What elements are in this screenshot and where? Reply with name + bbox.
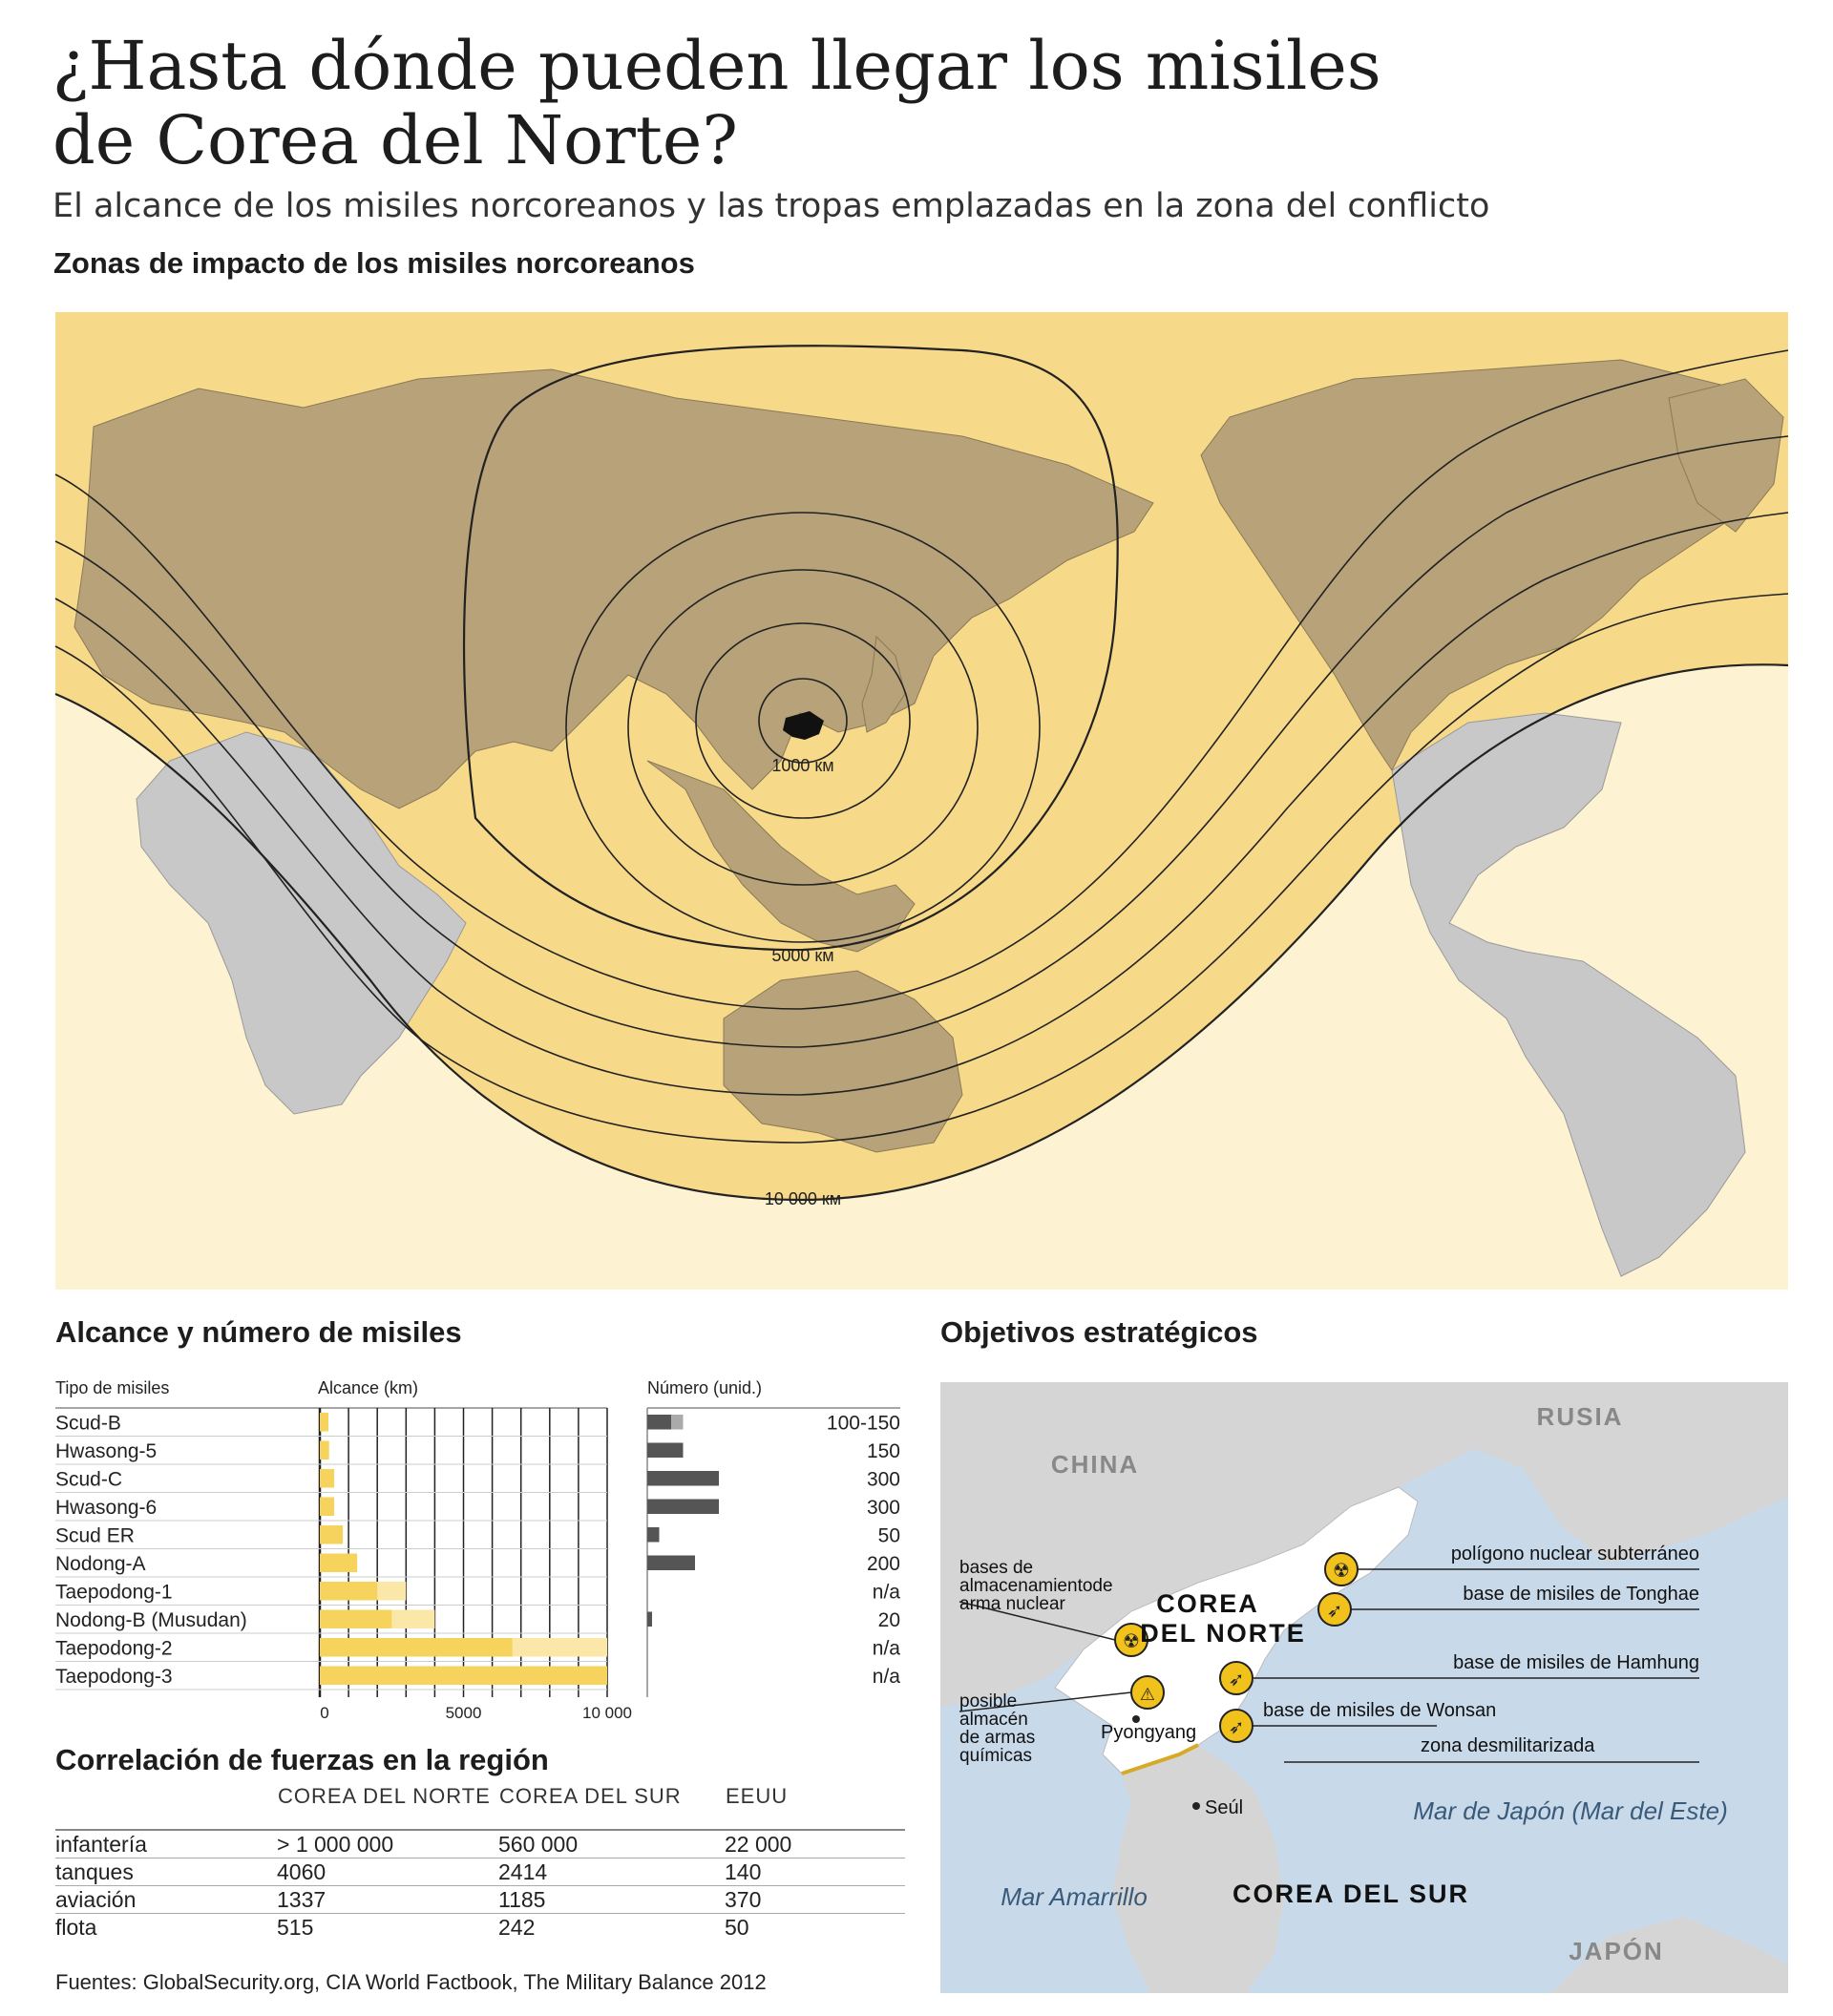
range-bar-min: [320, 1498, 334, 1517]
label-tonghae: base de misiles de Tonghae: [1463, 1584, 1699, 1605]
range-bar-min: [320, 1638, 513, 1657]
forces-header-blank: [55, 1783, 277, 1830]
forces-cell: infantería: [55, 1830, 277, 1858]
label-sea-japan: Mar de Japón (Mar del Este): [1413, 1796, 1728, 1825]
number-label: 20: [877, 1609, 900, 1631]
label-storage-2: almacenamientode: [959, 1576, 1113, 1596]
missile-name-label: Scud-B: [55, 1412, 121, 1435]
range-tick-label: 0: [320, 1704, 329, 1722]
label-dmz: zona desmilitarizada: [1421, 1735, 1595, 1756]
world-range-map: [55, 312, 1788, 1290]
number-label: 50: [877, 1524, 900, 1547]
number-bar-min: [647, 1500, 719, 1515]
label-japan: JAPÓN: [1569, 1937, 1664, 1965]
number-label: 100-150: [826, 1412, 900, 1435]
forces-header-south: COREA DEL SUR: [499, 1784, 682, 1808]
col-header-number: Número (unid.): [647, 1378, 763, 1397]
sources-note: Fuentes: GlobalSecurity.org, CIA World Factbook, The Military Balance 2012: [55, 1970, 767, 1994]
ring-label-10000: 10 000 км: [764, 1189, 842, 1208]
wonsan-missile-icon: [1220, 1710, 1253, 1742]
forces-cell: > 1 000 000: [277, 1830, 498, 1858]
number-label: n/a: [872, 1637, 900, 1660]
svg-text:⚠: ⚠: [1139, 1685, 1156, 1704]
range-bar-min: [320, 1413, 328, 1432]
label-chem-1: posible: [959, 1691, 1018, 1712]
forces-cell: 22 000: [725, 1830, 905, 1858]
number-label: 300: [866, 1497, 900, 1519]
label-wonsan: base de misiles de Wonsan: [1263, 1700, 1497, 1721]
range-tick-label: 5000: [445, 1704, 482, 1722]
label-rusia: RUSIA: [1536, 1402, 1624, 1431]
tonghae-missile-icon: [1318, 1593, 1351, 1626]
svg-text:➶: ➶: [1228, 1670, 1245, 1690]
chemical-weapons-icon: [1131, 1676, 1164, 1709]
label-chem-4: químicas: [959, 1746, 1033, 1766]
number-label: 200: [866, 1553, 900, 1575]
range-bar-min: [320, 1667, 607, 1686]
table-row: [55, 1914, 905, 1942]
number-bar-min: [647, 1556, 695, 1571]
col-header-type: Tipo de misiles: [55, 1378, 170, 1397]
ring-label-5000: 5000 км: [771, 946, 834, 965]
number-bar-min: [647, 1443, 684, 1459]
missile-name-label: Hwasong-6: [55, 1497, 158, 1519]
missile-name-label: Taepodong-3: [55, 1666, 173, 1688]
forces-cell: 2414: [498, 1858, 725, 1886]
hamhung-missile-icon: [1220, 1662, 1253, 1694]
missile-name-label: Nodong-A: [55, 1553, 146, 1575]
missile-name-label: Scud-C: [55, 1468, 123, 1491]
table-row: [55, 1886, 905, 1914]
forces-cell: 242: [498, 1914, 725, 1942]
range-bar-min: [320, 1441, 329, 1460]
missile-rows: [55, 1413, 900, 1690]
table-row: [55, 1858, 905, 1886]
range-tick-label: 10 000: [582, 1704, 632, 1722]
svg-text:➶: ➶: [1228, 1717, 1245, 1738]
number-bar-min: [647, 1527, 660, 1543]
forces-cell: 515: [277, 1914, 498, 1942]
missile-name-label: Scud ER: [55, 1524, 135, 1547]
number-bar-min: [647, 1471, 719, 1486]
label-pyongyang: Pyongyang: [1101, 1722, 1197, 1743]
forces-table-wrap: [55, 1783, 905, 1941]
missile-name-label: Taepodong-1: [55, 1581, 173, 1604]
forces-cell: tanques: [55, 1858, 277, 1886]
label-chem-3: de armas: [959, 1728, 1036, 1748]
forces-cell: 1337: [277, 1886, 498, 1914]
forces-cell: aviación: [55, 1886, 277, 1914]
forces-cell: flota: [55, 1914, 277, 1942]
forces-cell: 4060: [277, 1858, 498, 1886]
nuclear-test-icon: [1325, 1553, 1358, 1586]
number-label: n/a: [872, 1581, 900, 1604]
forces-table: [55, 1783, 905, 1941]
missile-name-label: Hwasong-5: [55, 1440, 158, 1462]
objectives-map: [940, 1382, 1788, 1993]
forces-cell: 370: [725, 1886, 905, 1914]
ring-label-1000: 1000 км: [771, 756, 834, 775]
label-storage-3: arma nuclear: [959, 1594, 1065, 1614]
forces-cell: 50: [725, 1914, 905, 1942]
page-title: ¿Hasta dónde pueden llegar los misiles de Corea del Norte?: [53, 27, 1381, 179]
forces-header-north: COREA DEL NORTE: [278, 1784, 491, 1808]
label-north-korea-2: DEL NORTE: [1140, 1619, 1306, 1648]
label-chem-2: almacén: [959, 1710, 1028, 1730]
label-yellow-sea: Mar Amarrillo: [1001, 1882, 1148, 1911]
forces-cell: 140: [725, 1858, 905, 1886]
objectives-section-title: Objetivos estratégicos: [940, 1315, 1258, 1349]
forces-header-row: [55, 1783, 905, 1830]
forces-header-usa: EEUU: [726, 1784, 789, 1808]
forces-cell: 560 000: [498, 1830, 725, 1858]
seoul-dot: [1192, 1802, 1200, 1810]
range-bar-min: [320, 1554, 357, 1573]
label-north-korea-1: COREA: [1156, 1589, 1259, 1618]
table-row: [55, 1830, 905, 1858]
label-south-korea: COREA DEL SUR: [1232, 1880, 1470, 1908]
number-bar-min: [647, 1612, 652, 1628]
svg-text:☢: ☢: [1333, 1561, 1350, 1582]
label-nuclear-test: polígono nuclear subterráneo: [1450, 1544, 1699, 1564]
label-storage-1: bases de: [959, 1558, 1034, 1578]
missile-name-label: Nodong-B (Musudan): [55, 1609, 247, 1631]
number-label: 150: [866, 1440, 900, 1462]
range-bar-min: [320, 1525, 343, 1544]
number-label: 300: [866, 1468, 900, 1491]
forces-cell: 1185: [498, 1886, 725, 1914]
label-hamhung: base de misiles de Hamhung: [1453, 1652, 1699, 1673]
range-bar-min: [320, 1582, 377, 1601]
label-seoul: Seúl: [1205, 1797, 1244, 1818]
svg-text:➶: ➶: [1326, 1601, 1343, 1622]
missile-name-label: Taepodong-2: [55, 1637, 173, 1660]
page-subtitle: El alcance de los misiles norcoreanos y las tropas emplazadas en la zona del conflicto: [53, 187, 1490, 225]
range-bar-min: [320, 1610, 391, 1629]
forces-section-title: Correlación de fuerzas en la región: [55, 1743, 549, 1776]
number-bar-min: [647, 1415, 671, 1430]
range-bar-min: [320, 1469, 334, 1488]
missiles-section-title: Alcance y número de misiles: [55, 1315, 462, 1349]
col-header-range: Alcance (km): [318, 1378, 419, 1397]
map-section-title: Zonas de impacto de los misiles norcoreanos: [53, 246, 695, 280]
missile-chart: [55, 1375, 915, 1722]
svg-text:☢: ☢: [1123, 1631, 1140, 1652]
number-label: n/a: [872, 1666, 900, 1688]
label-china: CHINA: [1050, 1450, 1140, 1479]
range-ticks: [320, 1704, 632, 1722]
